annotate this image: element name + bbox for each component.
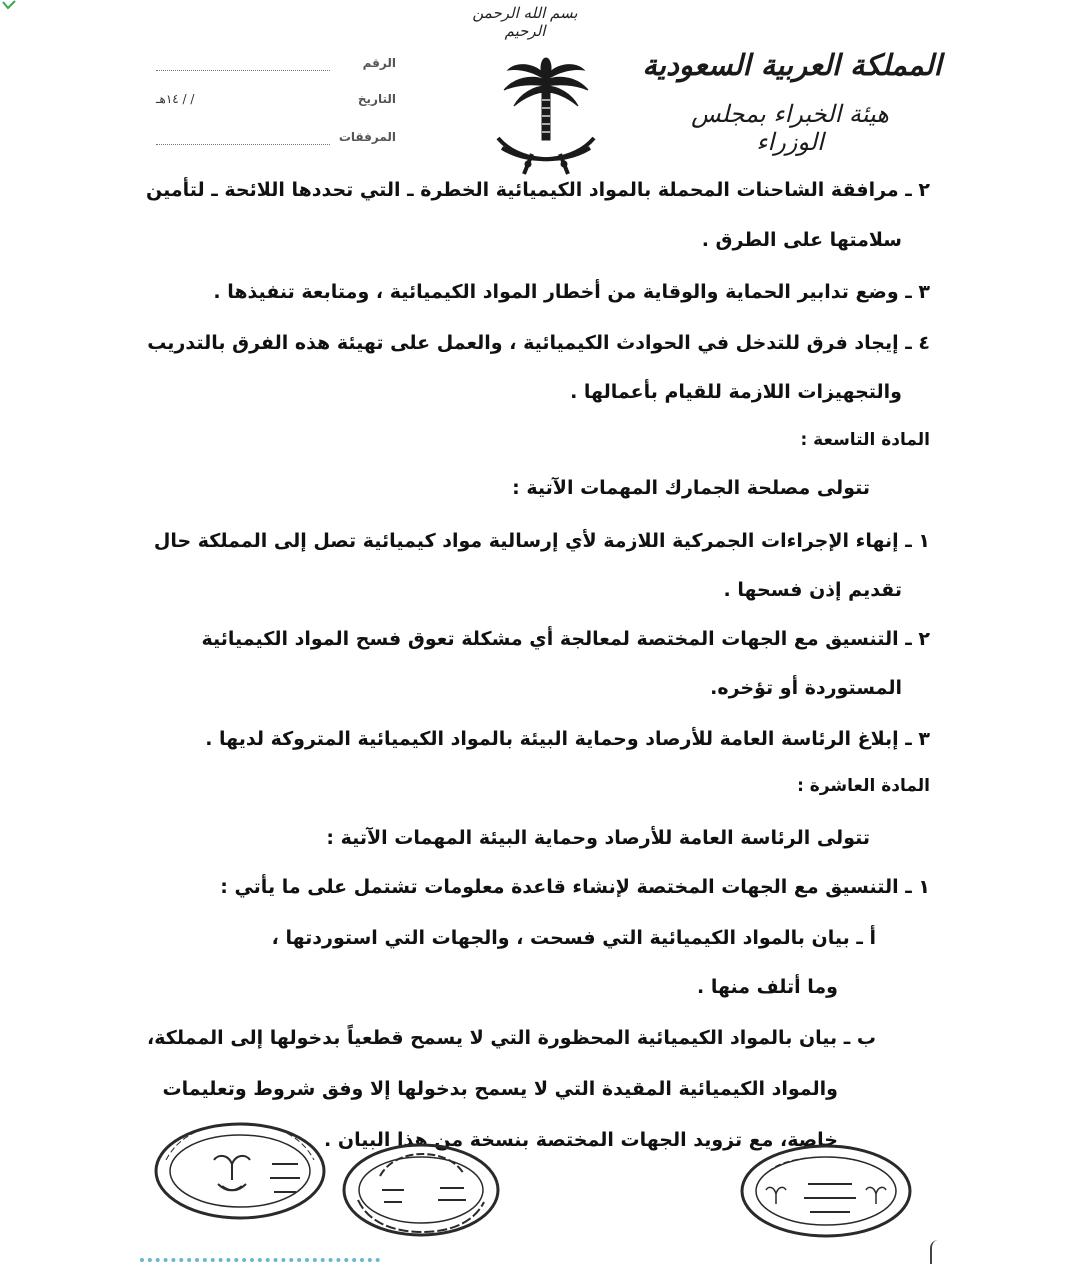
basmala: بسم الله الرحمن الرحيم xyxy=(472,4,578,40)
dotted-line xyxy=(156,144,330,145)
body-line-1: ٢ ـ مرافقة الشاحنات المحملة بالمواد الكيميائية الخطرة ـ التي تحددها اللائحة ـ لتأمين xyxy=(146,179,930,201)
body-line-11: المستوردة أو تؤخره. xyxy=(710,677,902,699)
number-label: الرقم xyxy=(362,56,396,70)
body-line-18: ب ـ بيان بالمواد الكيميائية المحظورة التي لا يسمح قطعياً بدخولها إلى المملكة، xyxy=(147,1027,876,1049)
palm-and-swords-emblem-icon xyxy=(494,56,598,176)
body-line-7: تتولى مصلحة الجمارك المهمات الآتية : xyxy=(512,477,870,499)
article-nine-heading: المادة التاسعة : xyxy=(800,430,930,450)
reference-number-field xyxy=(156,56,396,78)
corner-check-icon xyxy=(2,0,16,10)
scan-artifact xyxy=(140,1258,380,1262)
org-body-title: هيئة الخبراء بمجلس الوزراء xyxy=(691,100,889,156)
article-ten-heading: المادة العاشرة : xyxy=(797,776,930,796)
body-line-12: ٣ ـ إبلاغ الرئاسة العامة للأرصاد وحماية البيئة بالمواد الكيميائية المتروكة لديها . xyxy=(205,728,930,750)
body-line-9: تقديم إذن فسحها . xyxy=(723,579,902,601)
council-general-secretariat-seal-icon xyxy=(340,1140,502,1240)
body-line-3: ٣ ـ وضع تدابير الحماية والوقاية من أخطار المواد الكيميائية ، ومتابعة تنفيذها . xyxy=(213,281,930,303)
date-field xyxy=(156,92,396,114)
org-kingdom-title: المملكة العربية السعودية xyxy=(642,48,942,82)
body-line-5: والتجهيزات اللازمة للقيام بأعمالها . xyxy=(570,381,902,403)
body-line-10: ٢ ـ التنسيق مع الجهات المختصة لمعالجة أي مشكلة تعوق فسح المواد الكيميائية xyxy=(201,628,930,650)
body-line-15: ١ ـ التنسيق مع الجهات المختصة لإنشاء قاعدة معلومات تشتمل على ما يأتي : xyxy=(220,876,930,898)
body-line-14: تتولى الرئاسة العامة للأرصاد وحماية البيئة المهمات الآتية : xyxy=(326,827,870,849)
page-edge-mark xyxy=(930,1240,938,1264)
dotted-line xyxy=(156,70,330,71)
date-label: التاريخ xyxy=(357,92,396,106)
experts-commission-seal-icon xyxy=(152,1120,328,1222)
attachments-label: المرفقات xyxy=(338,130,396,144)
attachments-field xyxy=(156,130,396,152)
body-line-19: والمواد الكيميائية المقيدة التي لا يسمح بدخولها إلا وفق شروط وتعليمات xyxy=(162,1078,838,1100)
cabinet-office-true-copy-seal-icon xyxy=(738,1142,914,1240)
body-line-16: أ ـ بيان بالمواد الكيميائية التي فسحت ، والجهات التي استوردتها ، xyxy=(271,927,876,949)
body-line-4: ٤ ـ إيجاد فرق للتدخل في الحوادث الكيميائية ، والعمل على تهيئة هذه الفرق بالتدريب xyxy=(147,332,930,354)
body-line-17: وما أتلف منها . xyxy=(697,976,838,998)
body-line-8: ١ ـ إنهاء الإجراءات الجمركية اللازمة لأي إرسالية مواد كيميائية تصل إلى المملكة حال xyxy=(153,530,930,552)
body-line-2: سلامتها على الطرق . xyxy=(701,229,902,251)
date-value: ١٤هـ / / xyxy=(156,92,195,106)
body-line-20: خاصة، مع تزويد الجهات المختصة بنسخة من هذا البيان . xyxy=(324,1129,838,1151)
